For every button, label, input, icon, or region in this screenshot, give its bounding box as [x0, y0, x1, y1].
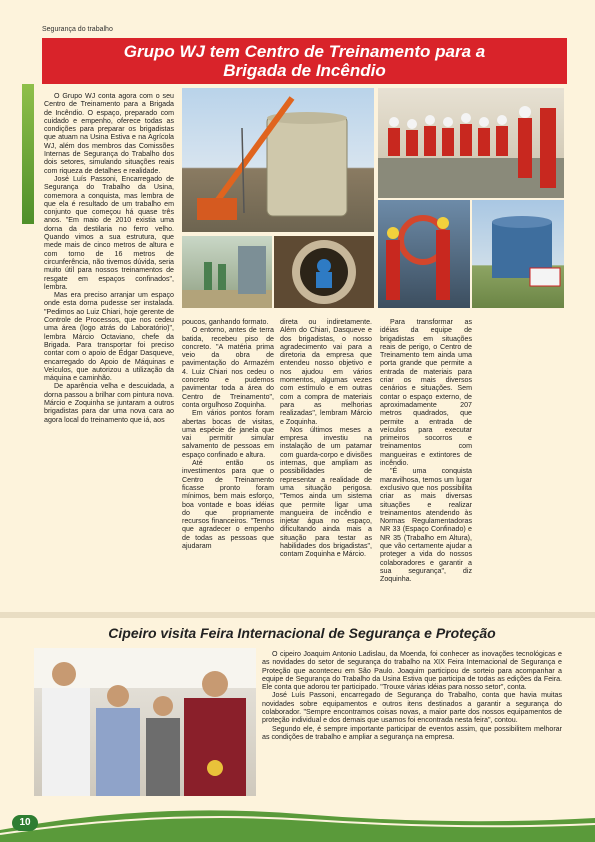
photo-rescue-training	[378, 200, 470, 308]
paragraph: "É uma conquista maravilhosa, temos um lugar exclusivo que nos possibilita criar as mais diversas situações e realizar treinamentos atendendo às Normas Regulamentadoras NR 33 (Espaço Confinado) e NR 35 (Trabalho em Altura), que vão certamente ajudar a proteger a vida do nossos colaboradores e garantir a sua segurança", diz Zoquinha.	[380, 467, 472, 584]
paragraph: O cipeiro Joaquim Antonio Ladislau, da Moenda, foi conhecer as inovações tecnológicas e as novidades do setor de segurança do trabalho na XIX Feira Internacional de Segurança e Proteção que aconteceu em São Paulo. Joaquim participou de sorteio para acompanhar a equipe de Segurança do Trabalho da Usina Estiva que participa de todas as edições da Feira. Ele conta que adorou ter participado. "Trouxe várias idéias para nosso setor", conta.	[262, 650, 562, 692]
paragraph: De aparência velha e descuidada, a dorna passou a brilhar com pintura nova. Márcio e Zoquinha se juntaram a outros brigadistas para dar uma nova cara ao agora local do treinamento que iá, aos	[44, 382, 174, 424]
article-column-4	[380, 318, 472, 584]
brigade-group-illustration	[378, 88, 564, 198]
paragraph: direta ou indiretamente. Além do Chiari, Dasqueve e dos brigadistas, o nosso agradecimento vai para a diretoria da empresa que entendeu nosso objetivo e nos ajudou em vários momentos, algumas vezes com estímulo e em outras com a compra de materiais para as melhorias realizadas", lembram Márcio e Zoquinha.	[280, 318, 372, 426]
paragraph: Para transformar as idéias da equipe de brigadistas em situações reais de perigo, o Centro de Treinamento tem ainda uma porta grande que permite a entrada de materiais para criar os mais diversos cenários e situações. Sem contar o espaço externo, de aproximadamente 207 metros quadrados, que permite a entrada de veículos para executar primeiros socorros e treinamentos com mangueiras e extintores de incêndio.	[380, 318, 472, 468]
article-column-3	[280, 318, 372, 559]
paragraph: O Grupo WJ conta agora com o seu Centro de Treinamento para a Brigada de Incêndio. O espaço, preparado com cuidado e empenho, oferece todas as condições para preparar os brigadistas que atuam na Usina Estiva e na Agrícola WJ, além dos membros das Comissões Internas de Segurança do Trabalho dos dois setores, simulando situações reais com riqueza de detalhes e realidade.	[44, 92, 174, 175]
green-side-tab	[22, 84, 34, 224]
article-column-1	[44, 92, 174, 424]
paragraph: José Luís Passoni, Encarregado de Segurança do Trabalho da Usina, comemora a conquista, mas lembra de que ela é resultado de um trabalho em conjunto que começou há quase três anos. "Em maio de 2010 existia uma dorna da destilaria no ferro velho. Quando vimos a sua estrutura, que mede mais de cinco metros de altura e com torno de 16 metros de circunferência, não tivemos dúvida, seria muito útil para nossos treinamentos de resgate em espaços confinados", lembra.	[44, 174, 174, 291]
confined-space-illustration	[274, 236, 374, 308]
photo-confined-space	[274, 236, 374, 308]
paragraph: José Luís Passoni, encarregado de Segurança do Trabalho, conta que havia muitas novidades sobre equipamentos e outros itens destinados a garantir a segurança do colaborador. "Sempre encontramos coisas novas, a maior parte dos nossos equipamentos de proteção individual e dos demais que usamos foi encontrada nesta feira", contou.	[262, 691, 562, 725]
article-title-line1: Grupo WJ tem Centro de Treinamento para a	[123, 42, 486, 61]
section-divider	[0, 612, 595, 618]
rescue-illustration	[378, 200, 470, 308]
article-title-banner	[42, 38, 567, 84]
paragraph: Mas era preciso arranjar um espaço onde esta dorna pudesse ser instalada. "Pedimos ao Luiz Chiari, hoje gerente de Controle de Processos, que nos cedeu uma área (logo atrás do Laboratório)", lembra Márcio Octaviano, chefe da Brigada. Para transportar foi preciso contar com o apoio de Édgar Dasqueve, encarregado do Apoio de Máquinas e Veículos, que autorizou a utilização da máquina e caminhão.	[44, 291, 174, 383]
photo-fair-visitors	[34, 648, 256, 796]
paragraph: Até então os investimentos para que o Centro de Treinamento ficasse pronto foram mínimos, bem mais esforço, boa vontade e boas idéias do que propriamente recursos financeiros. "Temos que agradecer o empenho de todas as pessoas que ajudaram	[182, 459, 274, 551]
article2-title: Cipeiro visita Feira Internacional de Segurança e Proteção	[108, 625, 496, 641]
training-center-illustration	[472, 200, 564, 308]
article-column-2	[182, 318, 274, 550]
photo-brigade-group	[378, 88, 564, 198]
article2-body	[262, 650, 562, 741]
workers-outside-illustration	[182, 236, 272, 308]
photo-training-center	[472, 200, 564, 308]
tank-crane-illustration	[182, 88, 374, 232]
article-title-line2: Brigada de Incêndio	[223, 61, 386, 80]
paragraph: Nos últimos meses a empresa investiu na instalação de um patamar com guarda-corpo e divisões internas, que ampliam as possibilidades de representar a realidade de uma situação perigosa. "Temos ainda um sistema que permite ligar uma mangueira de incêndio e injetar água no espaço, dificultando ainda mais a situação para testar as habilidades dos brigadistas", contam Zoquinha e Márcio.	[280, 425, 372, 559]
fair-visitors-illustration	[34, 648, 256, 796]
paragraph: Segundo ele, é sempre importante participar de eventos assim, que possibilitem melhorar as condições de trabalho e ampliar a segurança na empresa.	[262, 724, 562, 741]
photo-workers-outside	[182, 236, 272, 308]
paragraph: O entorno, antes de terra batida, recebeu piso de concreto. "A matéria prima veio da obra de pavimentação do Armazém 4. Luiz Chiari nos cedeu o concreto e pudemos pavimentar toda a área do Centro de Treinamento", conta orgulhoso Zoquinha.	[182, 326, 274, 409]
paragraph: poucos, ganhando formato.	[182, 318, 269, 326]
footer-wave-decoration	[0, 800, 595, 842]
page-number: 10	[12, 815, 38, 831]
paragraph: Em vários pontos foram abertas bocas de visitas, uma espécie de janela que vai permitir simular salvamento de pessoas em espaço confinado e altura.	[182, 409, 274, 459]
photo-tank-crane	[182, 88, 374, 232]
section-label: Segurança do trabalho	[42, 26, 113, 33]
